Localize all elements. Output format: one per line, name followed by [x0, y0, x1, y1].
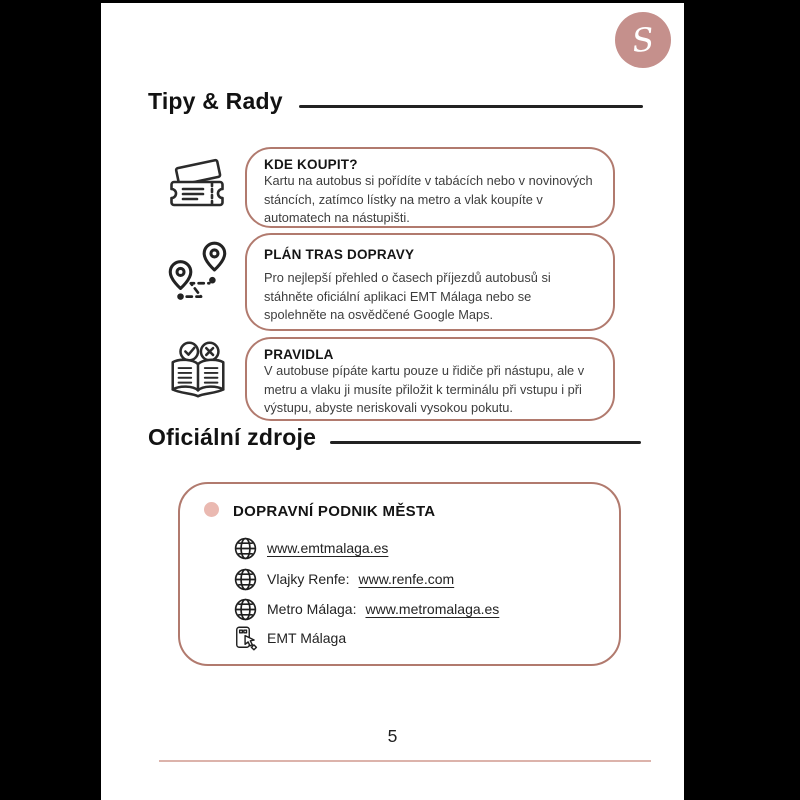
tip-card-pravidla — [245, 337, 615, 421]
globe-icon — [233, 567, 258, 592]
tip-card-kde-koupit — [245, 147, 615, 228]
footer-line — [159, 760, 651, 762]
website-link[interactable]: www.metromalaga.es — [365, 601, 500, 617]
source-link-row — [233, 624, 355, 652]
card-heading: PRAVIDLA — [264, 347, 334, 362]
route-icon — [161, 237, 235, 311]
heading-divider-line — [299, 105, 643, 108]
panel-heading: DOPRAVNÍ PODNIK MĚSTA — [233, 503, 436, 520]
link-prefix: EMT Málaga — [267, 630, 347, 646]
accent-dot — [204, 502, 219, 517]
section-title-sources: Oficiální zdroje — [148, 424, 317, 450]
card-heading: PLÁN TRAS DOPRAVY — [264, 247, 415, 262]
source-link-row — [233, 595, 499, 623]
globe-icon — [233, 536, 258, 561]
link-prefix: Vlajky Renfe: — [267, 571, 350, 587]
phone-tap-icon — [233, 626, 258, 651]
card-heading: KDE KOUPIT? — [264, 157, 358, 172]
heading-divider-line — [330, 441, 641, 444]
card-body: V autobuse pípáte kartu pouze u řidiče při nástupu, ale v metru a vlaku ji musíte přiložit k terminálu při vstupu i při výstupu, abyste neriskovali vysokou pokutu. — [264, 363, 585, 416]
card-body: Kartu na autobus si pořídíte v tabácích nebo v novinových stáncích, zatímco lístky na metro a vlak koupíte v automatech na nástupišti. — [264, 173, 593, 226]
card-body: Pro nejlepší přehled o časech příjezdů autobusů si stáhněte oficiální aplikaci EMT Málaga nebo se spolehněte na osvědčené Google Maps. — [264, 270, 551, 323]
website-link[interactable]: www.renfe.com — [358, 571, 455, 587]
tip-card-plan-tras — [245, 233, 615, 331]
page-number: 5 — [387, 726, 398, 746]
source-link-row — [233, 565, 454, 593]
website-link[interactable]: www.emtmalaga.es — [267, 540, 389, 556]
globe-icon — [233, 597, 258, 622]
brand-logo — [615, 12, 671, 68]
section-title-tips: Tipy & Rady — [148, 88, 283, 114]
tickets-icon — [163, 155, 231, 217]
source-link-row — [233, 534, 388, 562]
rulebook-icon — [163, 337, 233, 403]
link-prefix: Metro Málaga: — [267, 601, 357, 617]
document-page — [101, 3, 684, 800]
brand-logo-letter: S — [630, 19, 656, 61]
